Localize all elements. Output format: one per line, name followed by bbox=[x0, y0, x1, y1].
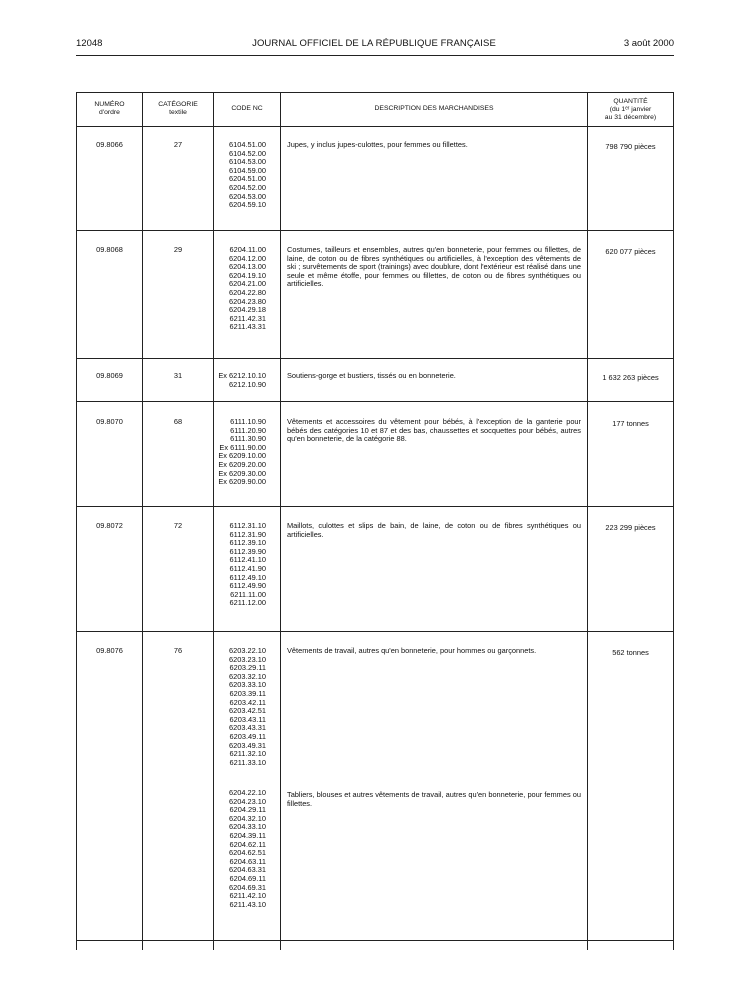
col-header-numero: NUMÉRO d'ordre bbox=[94, 101, 125, 116]
row-divider bbox=[76, 358, 674, 359]
categorie-cell: 68 bbox=[173, 417, 183, 426]
description-cell: Soutiens-gorge et bustiers, tissés ou en bonneterie. bbox=[287, 371, 456, 380]
description-cell: Jupes, y inclus jupes-culottes, pour femmes ou fillettes. bbox=[287, 140, 468, 149]
header-rule bbox=[76, 55, 674, 56]
categorie-cell: 31 bbox=[173, 371, 183, 380]
table-border-left bbox=[76, 92, 77, 950]
col-header-description: DESCRIPTION DES MARCHANDISES bbox=[374, 105, 494, 112]
code-cell: Ex 6212.10.10 6212.10.90 bbox=[218, 371, 266, 389]
description-cell: Maillots, culottes et slips de bain, de laine, de coton ou de fibres synthétiques ou artificielles. bbox=[287, 521, 581, 539]
column-divider bbox=[142, 92, 143, 950]
header-divider bbox=[76, 126, 674, 127]
description-cell: Tabliers, blouses et autres vêtements de travail, autres qu'en bonneterie, pour femmes ou fillettes. bbox=[287, 790, 581, 808]
numero-cell: 09.8076 bbox=[96, 646, 123, 655]
categorie-cell: 29 bbox=[173, 245, 183, 254]
issue-date: 3 août 2000 bbox=[623, 38, 674, 49]
numero-cell: 09.8072 bbox=[96, 521, 123, 530]
col-header-categorie: CATÉGORIE textile bbox=[158, 101, 198, 116]
categorie-cell: 27 bbox=[173, 140, 183, 149]
code-cell: 6104.51.00 6104.52.00 6104.53.00 6104.59.00 6204.51.00 6204.52.00 6204.53.00 6204.59.10 bbox=[229, 140, 266, 210]
quantite-cell: 223 299 pièces bbox=[605, 523, 656, 532]
table-bottom-rule bbox=[76, 940, 674, 941]
code-cell: 6204.11.00 6204.12.00 6204.13.00 6204.19.10 6204.21.00 6204.22.80 6204.23.80 6204.29.18 6211.42.31 6211.43.31 bbox=[229, 245, 266, 332]
code-cell: 6204.22.10 6204.23.10 6204.29.11 6204.32.10 6204.33.10 6204.39.11 6204.62.11 6204.62.51 6204.63.11 6204.63.31 6204.69.11 6204.69.31 6211.42.10 6211.43.10 bbox=[229, 788, 266, 909]
categorie-cell: 76 bbox=[173, 646, 183, 655]
table-border-right bbox=[673, 92, 674, 950]
numero-cell: 09.8070 bbox=[96, 417, 123, 426]
journal-title: JOURNAL OFFICIEL DE LA RÉPUBLIQUE FRANÇAISE bbox=[252, 38, 496, 49]
categorie-cell: 72 bbox=[173, 521, 183, 530]
numero-cell: 09.8066 bbox=[96, 140, 123, 149]
quantite-cell: 562 tonnes bbox=[612, 648, 649, 657]
row-divider bbox=[76, 506, 674, 507]
column-divider bbox=[587, 92, 588, 950]
quantite-cell: 798 790 pièces bbox=[605, 142, 656, 151]
row-divider bbox=[76, 401, 674, 402]
col-header-quantite: QUANTITÉ (du 1ᵉʳ janvier au 31 décembre) bbox=[604, 98, 657, 121]
row-divider bbox=[76, 230, 674, 231]
column-divider bbox=[280, 92, 281, 950]
quantite-cell: 177 tonnes bbox=[612, 419, 649, 428]
numero-cell: 09.8069 bbox=[96, 371, 123, 380]
quantite-cell: 1 632 263 pièces bbox=[602, 373, 659, 382]
table-border-top bbox=[76, 92, 674, 93]
col-header-code: CODE NC bbox=[231, 105, 263, 112]
description-cell: Vêtements de travail, autres qu'en bonneterie, pour hommes ou garçonnets. bbox=[287, 646, 537, 655]
description-cell: Costumes, tailleurs et ensembles, autres qu'en bonneterie, pour femmes ou fillettes, de laine, de coton ou de fibres synthétiques ou artificielles, à l'exception des vêtements de ski ; survêtements de sport (trainings) avec doublure, dont l'extérieur est réalisé dans une seule et même étoffe, pour femmes ou fillettes, de coton ou de fibres synthétiques ou artificielles. bbox=[287, 245, 581, 289]
code-cell: 6203.22.10 6203.23.10 6203.29.11 6203.32.10 6203.33.10 6203.39.11 6203.42.11 6203.42.51 6203.43.11 6203.43.31 6203.49.11 6203.49.31 6211.32.10 6211.33.10 bbox=[229, 646, 266, 767]
numero-cell: 09.8068 bbox=[96, 245, 123, 254]
description-cell: Vêtements et accessoires du vêtement pour bébés, à l'exception de la ganterie pour bébés des catégories 10 et 87 et des bas, chaussettes et socquettes pour bébés, autres qu'en bonneterie, de la catégorie 88. bbox=[287, 417, 581, 444]
quantite-cell: 620 077 pièces bbox=[605, 247, 656, 256]
code-cell: 6111.10.90 6111.20.90 6111.30.90 Ex 6111.90.00 Ex 6209.10.00 Ex 6209.20.00 Ex 6209.30.00 Ex 6209.90.00 bbox=[218, 417, 266, 487]
row-divider bbox=[76, 631, 674, 632]
page-number: 12048 bbox=[76, 38, 103, 49]
code-cell: 6112.31.10 6112.31.90 6112.39.10 6112.39.90 6112.41.10 6112.41.90 6112.49.10 6112.49.90 6211.11.00 6211.12.00 bbox=[229, 521, 266, 608]
